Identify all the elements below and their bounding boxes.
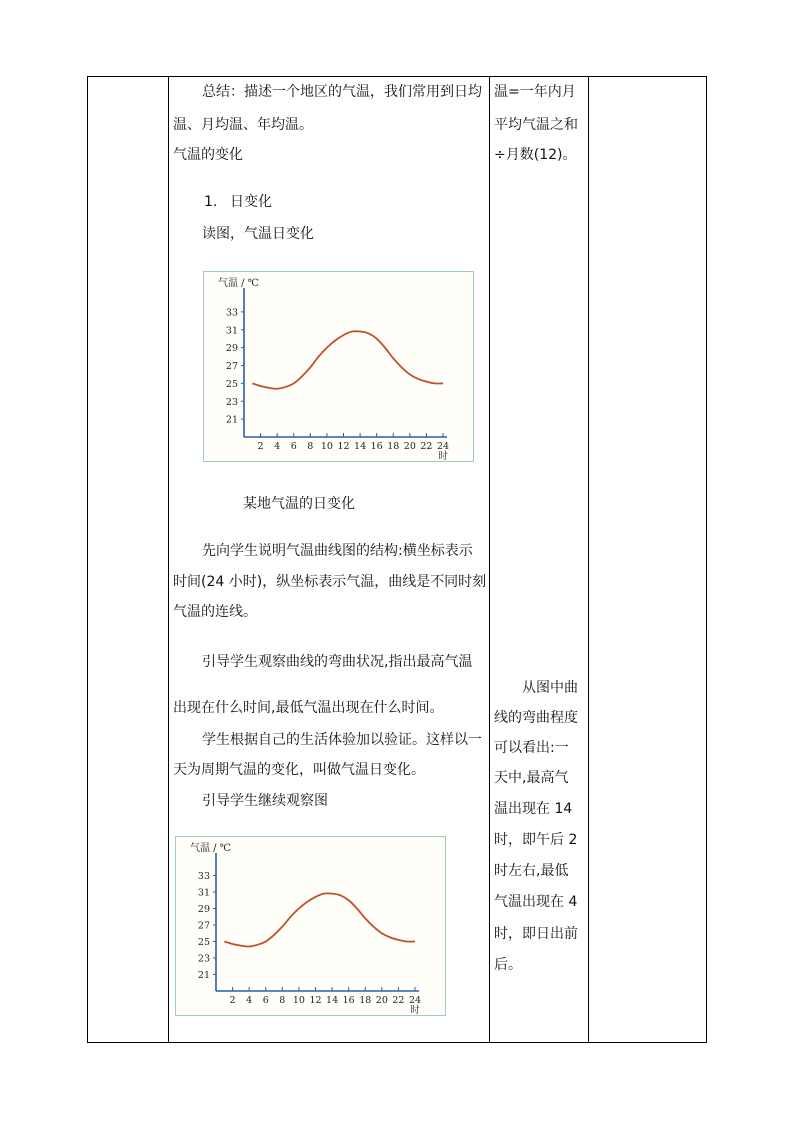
note-line: 时，即午后 2 xyxy=(494,832,578,848)
summary-line: 总结：描述一个地区的气温，我们常用到日均 xyxy=(202,84,482,100)
summary-line: 温、月均温、年均温。 xyxy=(173,117,313,133)
y-tick-label: 21 xyxy=(225,414,238,426)
y-tick-label: 27 xyxy=(197,920,210,932)
explain-line: 气温的连线。 xyxy=(173,604,257,620)
verify-line: 天为周期气温的变化，叫做气温日变化。 xyxy=(173,762,425,778)
y-tick-label: 25 xyxy=(197,937,210,948)
x-tick-label: 8 xyxy=(307,441,314,452)
note-line: 平均气温之和 xyxy=(494,117,578,133)
y-tick-label: 29 xyxy=(197,904,210,915)
x-tick-label: 24 xyxy=(436,441,450,452)
note-line: 从图中曲 xyxy=(522,680,578,696)
chart-svg xyxy=(176,837,445,1015)
x-tick-label: 2 xyxy=(229,995,236,1006)
y-tick-label: 29 xyxy=(225,343,238,355)
y-tick-label: 21 xyxy=(197,970,210,981)
guide-line: 引导学生继续观察图 xyxy=(202,793,328,809)
x-tick-label: 10 xyxy=(320,441,333,452)
x-tick-label: 6 xyxy=(290,441,297,452)
y-tick-label: 33 xyxy=(225,307,238,319)
note-line: 线的弯曲程度 xyxy=(494,710,578,726)
note-line: 温出现在 14 xyxy=(494,801,573,817)
y-tick-label: 27 xyxy=(225,361,238,372)
note-line: 后。 xyxy=(494,957,522,973)
x-tick-label: 2 xyxy=(257,441,264,452)
temperature-curve xyxy=(252,331,443,389)
note-line: 时左右,最低 xyxy=(494,863,569,879)
x-tick-label: 16 xyxy=(342,995,355,1006)
temperature-curve xyxy=(224,893,415,946)
note-line: 可以看出:一 xyxy=(494,740,569,756)
note-line: 时，即日出前 xyxy=(494,926,578,942)
x-tick-label: 14 xyxy=(354,441,367,452)
x-tick-label: 22 xyxy=(420,441,433,452)
temperature-chart xyxy=(175,836,446,1016)
y-tick-label: 31 xyxy=(225,325,238,337)
x-tick-label: 4 xyxy=(274,441,281,452)
column-divider xyxy=(588,77,589,1042)
x-tick-label: 10 xyxy=(292,995,305,1006)
x-tick-label: 6 xyxy=(262,995,269,1006)
x-tick-label: 12 xyxy=(337,441,350,452)
y-axis-label: 气温 / ℃ xyxy=(190,843,231,854)
temperature-chart xyxy=(203,271,474,462)
x-tick-label: 12 xyxy=(309,995,322,1006)
item-title: 日变化 xyxy=(230,194,272,210)
note-line: 天中,最高气 xyxy=(494,770,569,786)
section-title: 气温的变化 xyxy=(173,147,243,163)
explain-line: 时间(24 小时)，纵坐标表示气温，曲线是不同时刻 xyxy=(173,574,487,590)
x-tick-label: 24 xyxy=(408,995,422,1006)
y-tick-label: 23 xyxy=(197,953,210,965)
y-axis-label: 气温 / ℃ xyxy=(218,278,259,289)
explain-line: 先向学生说明气温曲线图的结构:横坐标表示 xyxy=(202,543,473,559)
note-line: 温=一年内月 xyxy=(494,84,576,100)
guide-line: 出现在什么时间,最低气温出现在什么时间。 xyxy=(173,700,444,716)
x-axis-unit: 时 xyxy=(410,1005,420,1015)
y-tick-label: 31 xyxy=(197,887,210,899)
column-divider xyxy=(489,77,490,1042)
x-tick-label: 4 xyxy=(246,995,253,1006)
note-line: ÷月数(12)。 xyxy=(494,147,577,163)
item-number: 1. xyxy=(204,194,218,210)
verify-line: 学生根据自己的生活体验加以验证。这样以一 xyxy=(202,732,482,748)
x-tick-label: 14 xyxy=(326,995,339,1006)
figure-caption: 某地气温的日变化 xyxy=(243,496,355,512)
x-axis-unit: 时 xyxy=(438,451,448,461)
x-tick-label: 18 xyxy=(387,441,400,452)
x-tick-label: 8 xyxy=(279,995,286,1006)
read-prompt: 读图，气温日变化 xyxy=(202,226,314,242)
column-divider xyxy=(168,77,169,1042)
x-tick-label: 20 xyxy=(403,441,416,452)
x-tick-label: 22 xyxy=(392,995,405,1006)
x-tick-label: 18 xyxy=(359,995,372,1006)
guide-line: 引导学生观察曲线的弯曲状况,指出最高气温 xyxy=(202,654,473,670)
y-tick-label: 23 xyxy=(225,396,238,408)
y-tick-label: 25 xyxy=(225,378,238,390)
x-tick-label: 20 xyxy=(375,995,388,1006)
note-line: 气温出现在 4 xyxy=(494,894,578,910)
y-tick-label: 33 xyxy=(197,871,210,882)
chart-svg xyxy=(204,272,473,461)
x-tick-label: 16 xyxy=(370,441,383,452)
